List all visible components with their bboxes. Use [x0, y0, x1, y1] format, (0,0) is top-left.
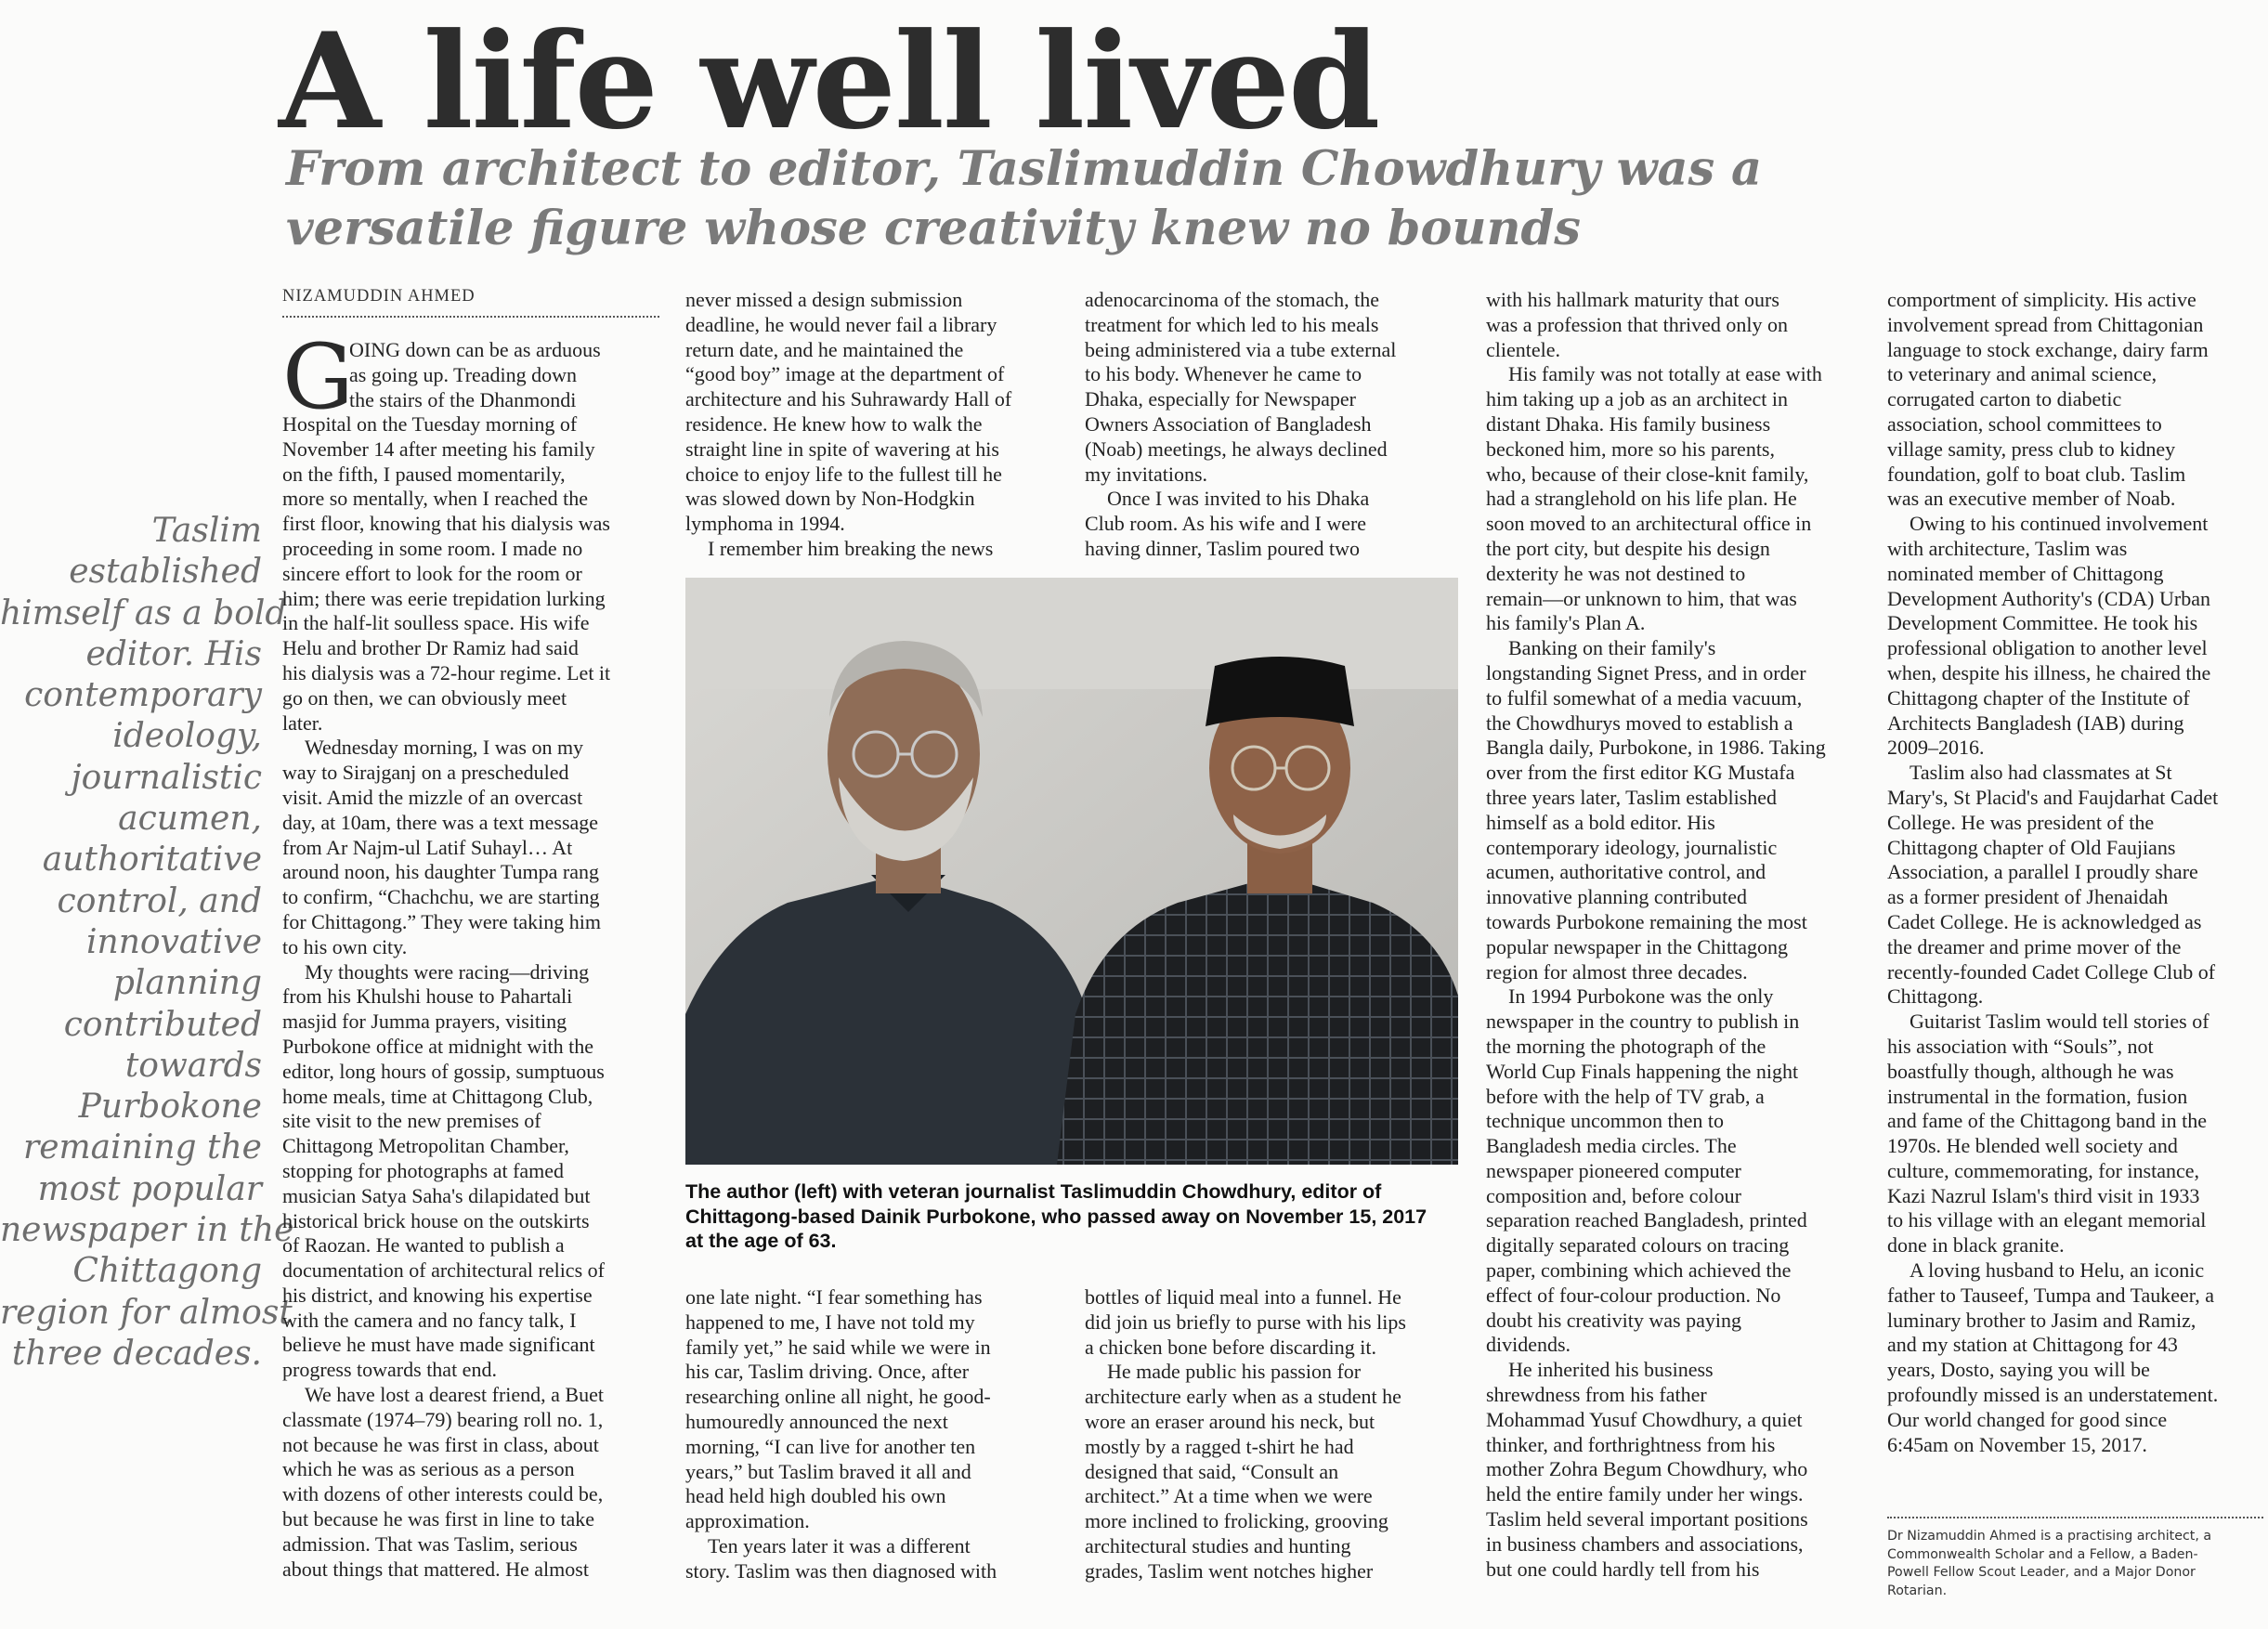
body-text-line: profoundly missed is an understatement.	[1887, 1383, 2219, 1407]
body-text-line: Chittagong.	[1887, 984, 1984, 1009]
caption-line: The author (left) with veteran journalist Taslimuddin Chowdhury, editor of	[685, 1180, 1382, 1203]
body-text-line: Bangladesh media circles. The	[1486, 1134, 1737, 1158]
body-text-line: Chittagong chapter of Old Faujians	[1887, 835, 2176, 859]
pull-quote-line: ideology,	[112, 717, 262, 756]
body-text-line: Association, a parallel I proudly share	[1887, 860, 2198, 884]
body-text-line: Banking on their family's	[1508, 636, 1716, 660]
body-text-line: himself as a bold editor. His	[1486, 810, 1715, 834]
body-text-line: involvement spread from Chittagonian	[1887, 312, 2204, 336]
body-text-line: effect of four-colour production. No	[1486, 1283, 1781, 1307]
body-text-line: clientele.	[1486, 337, 1561, 361]
drop-cap: G	[282, 325, 354, 429]
pull-quote-line: towards	[124, 1046, 262, 1085]
body-text-line: classmate (1974–79) bearing roll no. 1,	[282, 1407, 604, 1431]
body-text-line: with architecture, Taslim was	[1887, 536, 2128, 560]
body-text-line: head held high doubled his own	[685, 1484, 946, 1508]
body-text-line: Owing to his continued involvement	[1910, 512, 2209, 536]
body-text-line: corrugated carton to diabetic	[1887, 387, 2122, 411]
body-text-line: November 14 after meeting his family	[282, 437, 595, 461]
body-text-line: Guitarist Taslim would tell stories of	[1910, 1010, 2209, 1034]
column-1	[282, 412, 669, 1582]
body-text-line: distant Dhaka. His family business	[1486, 411, 1771, 436]
author-bio-line: Powell Fellow Scout Leader, and a Major Donor	[1887, 1565, 2196, 1580]
body-text-line: way to Sirajganj on a prescheduled	[282, 761, 569, 785]
body-text-line: years,” but Taslim braved it all and	[685, 1459, 971, 1483]
body-text-line: My thoughts were racing—driving	[305, 959, 590, 984]
body-text-line: about things that mattered. He almost	[282, 1557, 589, 1581]
body-text-line: and fame of the Chittagong band in the	[1887, 1109, 2207, 1133]
body-text-line: with dozens of other interests could be,	[282, 1482, 604, 1506]
body-text-line: researching online all night, he good-	[685, 1385, 991, 1409]
body-text-line: Development Authority's (CDA) Urban	[1887, 586, 2210, 610]
author-bio-line: Commonwealth Scholar and a Fellow, a Baden-	[1887, 1546, 2198, 1562]
body-text-line: who, because of their close-knit family,	[1486, 462, 1809, 486]
body-text-line: Taslim also had classmates at St	[1910, 761, 2172, 785]
body-text-line: grades, Taslim went notches higher	[1085, 1558, 1374, 1583]
body-text-line: for Chittagong.” They were taking him	[282, 909, 601, 933]
body-text-line: and my station at Chittagong for 43	[1887, 1333, 2178, 1357]
body-text-line: my invitations.	[1085, 462, 1207, 486]
body-text-line: Our world changed for good since	[1887, 1407, 2168, 1431]
body-text-line: boastfully though, although he was	[1887, 1059, 2174, 1083]
body-text-line: from his Khulshi house to Pahartali	[282, 984, 573, 1009]
body-text-line: remain—or unknown to him, that was	[1486, 586, 1797, 610]
body-text-line: with his hallmark maturity that ours	[1486, 288, 1779, 311]
pull-quote-line: acumen,	[118, 800, 262, 839]
body-text-line: digitally separated colours on tracing	[1486, 1233, 1790, 1258]
body-text-line: separation reached Bangladesh, printed	[1486, 1208, 1807, 1232]
body-text-line: Wednesday morning, I was on my	[305, 736, 584, 760]
body-text-line: 2009–2016.	[1887, 736, 1985, 760]
body-text-line: not because he was first in class, about	[282, 1432, 599, 1456]
body-text-line: family yet,” he said while we were in	[685, 1335, 991, 1359]
body-text-line: to veterinary and animal science,	[1887, 362, 2157, 386]
body-text-line: 6:45am on November 15, 2017.	[1887, 1432, 2147, 1456]
body-text-line: more so mentally, when I reached the	[282, 487, 589, 511]
body-text-line: choice to enjoy life to the fullest till he	[685, 462, 1002, 486]
body-text-line: admission. That was Taslim, serious	[282, 1531, 578, 1556]
body-text-line: him taking up a job as an architect in	[1486, 387, 1789, 411]
body-text-line: treatment for which led to his meals	[1085, 312, 1379, 336]
body-text-line: years, Dosto, saying you will be	[1887, 1358, 2150, 1382]
body-text-line: Club room. As his wife and I were	[1085, 512, 1367, 536]
body-text-line: In 1994 Purbokone was the only	[1508, 984, 1774, 1009]
body-text-line: the stairs of the Dhanmondi	[349, 387, 577, 411]
body-text-line: beckoned him, more so his parents,	[1486, 437, 1775, 461]
body-text-line: done in black granite.	[1887, 1233, 2065, 1258]
pull-quote-line: editor. His	[85, 634, 262, 673]
body-text-line: had a stranglehold on his life plan. He	[1486, 487, 1797, 511]
body-text-line: visit. Amid the mizzle of an overcast	[282, 785, 583, 809]
body-text-line: composition and, before colour	[1486, 1183, 1741, 1207]
body-text-line: in business chambers and associations,	[1486, 1531, 1804, 1556]
body-text-line: having dinner, Taslim poured two	[1085, 536, 1360, 560]
body-text-line: lymphoma in 1994.	[685, 512, 845, 536]
body-text-line: progress towards that end.	[282, 1358, 497, 1382]
subheadline-line: versatile figure whose creativity knew no bounds	[286, 201, 1581, 256]
column-3-bottom	[1085, 1285, 1456, 1584]
body-text-line: later.	[282, 710, 323, 735]
pull-quote-line: contemporary	[24, 676, 262, 715]
body-text-line: morning, “I can live for another ten	[685, 1434, 976, 1458]
body-text-line: deadline, he would never fail a library	[685, 312, 997, 336]
body-text-line: contemporary ideology, journalistic	[1486, 835, 1778, 859]
body-text-line: Chittagong chapter of the Institute of	[1887, 685, 2190, 710]
body-text-line: on the fifth, I paused momentarily,	[282, 462, 566, 486]
body-text-line: as a former president of Jhenaidah	[1887, 885, 2169, 909]
body-text-line: architecture early when as a student he	[1085, 1385, 1401, 1409]
photo-caption	[685, 1179, 1458, 1254]
body-text-line: the dreamer and prime mover of the	[1887, 934, 2182, 958]
pull-quote	[0, 511, 294, 1375]
body-text-line: was a profession that thrived only on	[1486, 312, 1789, 336]
body-text-line: Bangla daily, Purbokone, in 1986. Taking	[1486, 736, 1826, 760]
body-text-line: Once I was invited to his Dhaka	[1107, 487, 1370, 511]
body-text-line: Ten years later it was a different	[708, 1533, 971, 1557]
body-text-line: popular newspaper in the Chittagong	[1486, 934, 1789, 958]
body-text-line: approximation.	[685, 1509, 810, 1533]
pull-quote-line: Taslim	[151, 512, 262, 550]
body-text-line: dividends.	[1486, 1333, 1571, 1357]
body-text-line: Chittagong Metropolitan Chamber,	[282, 1134, 569, 1158]
body-text-line: He made public his passion for	[1107, 1360, 1362, 1384]
body-text-line: to fulfil somewhat of a media vacuum,	[1486, 685, 1803, 710]
body-text-line: did join us briefly to purse with his lips	[1085, 1310, 1406, 1334]
body-text-line: dexterity he was not destined to	[1486, 561, 1746, 585]
body-text-line: I remember him breaking the news	[708, 536, 994, 560]
body-text-line: but one could hardly tell from his	[1486, 1557, 1760, 1581]
body-text-line: “good boy” image at the department of	[685, 362, 1005, 386]
body-text-line: held the entire family under her wings.	[1486, 1482, 1804, 1506]
body-text-line: professional obligation to another level	[1887, 636, 2208, 660]
body-text-line: College. He was president of the	[1887, 810, 2155, 834]
body-text-line: newspaper pioneered computer	[1486, 1158, 1741, 1182]
body-text-line: was slowed down by Non-Hodgkin	[685, 487, 975, 511]
body-text-line: adenocarcinoma of the stomach, the	[1085, 288, 1380, 311]
caption-line: Chittagong-based Dainik Purbokone, who passed away on November 15, 2017	[685, 1205, 1427, 1228]
body-text-line: Purbokone office at midnight with the	[282, 1034, 594, 1058]
body-text-line: Dhaka, especially for Newspaper	[1085, 387, 1356, 411]
body-text-line: doubt his creativity was paying	[1486, 1308, 1741, 1332]
subheadline-line: From architect to editor, Taslimuddin Chowdhury was a	[286, 141, 1763, 197]
body-text-line: association, school committees to	[1887, 411, 2162, 436]
body-text-line: first floor, knowing that his dialysis was	[282, 512, 610, 536]
body-text-line: one late night. “I fear something has	[685, 1285, 983, 1309]
body-text-line: technique uncommon then to	[1486, 1109, 1724, 1133]
body-text-line: Cadet College. He is acknowledged as	[1887, 909, 2202, 933]
pull-quote-line: Purbokone	[78, 1088, 262, 1127]
body-text-line: architect.” At a time when we were	[1085, 1484, 1373, 1508]
body-text-line: his family's Plan A.	[1486, 611, 1646, 635]
pull-quote-line: planning	[112, 964, 262, 1003]
body-text-line: language to stock exchange, dairy farm	[1887, 337, 2209, 361]
body-text-line: being administered via a tube external	[1085, 337, 1397, 361]
column-2-top	[685, 288, 1057, 562]
body-text-line: to his village with an elegant memorial	[1887, 1208, 2207, 1232]
column-4	[1486, 288, 1867, 1582]
body-text-line: a chicken bone before discarding it.	[1085, 1335, 1376, 1359]
body-text-line: towards Purbokone remaining the most	[1486, 909, 1807, 933]
body-text-line: paper, combining which achieved the	[1486, 1258, 1792, 1283]
body-text-line: musician Satya Saha's dilapidated but	[282, 1183, 591, 1207]
body-text-line: village samity, press club to kidney	[1887, 437, 2176, 461]
body-text-line: thinker, and forthrightness from his	[1486, 1432, 1776, 1456]
body-text-line: in the half-lit soulless space. His wife	[282, 611, 590, 635]
body-text-line: foundation, golf to boat club. Taslim	[1887, 462, 2186, 486]
body-text-line: wore an eraser around his neck, but	[1085, 1409, 1375, 1433]
body-text-line: from Ar Najm-ul Latif Suhayl… At	[282, 835, 573, 859]
body-text-line: documentation of architectural relics of	[282, 1258, 605, 1283]
body-text-line: nominated member of Chittagong	[1887, 561, 2164, 585]
body-text-line: him; there was eerie trepidation lurking	[282, 586, 606, 610]
pull-quote-line: newspaper in the	[0, 1211, 294, 1250]
body-text-line: Architects Bangladesh (IAB) during	[1887, 710, 2184, 735]
pull-quote-line: established	[69, 553, 262, 592]
author-bio	[1887, 1517, 2263, 1600]
pull-quote-line: Chittagong	[72, 1252, 262, 1291]
body-text-line: luminary brother to Jasim and Ramiz,	[1887, 1308, 2196, 1332]
pull-quote-line: authoritative	[42, 841, 262, 880]
column-1-lead	[349, 338, 665, 412]
body-text-line: Taslim held several important positions	[1486, 1507, 1808, 1531]
body-text-line: humouredly announced the next	[685, 1409, 948, 1433]
body-text-line: the port city, but despite his design	[1486, 536, 1770, 560]
body-text-line: the Chowdhurys moved to establish a	[1486, 710, 1793, 735]
body-text-line: region for almost three decades.	[1486, 959, 1748, 984]
pull-quote-line: himself as a bold	[0, 593, 287, 632]
body-text-line: over from the first editor KG Mustafa	[1486, 761, 1795, 785]
subheadline	[286, 139, 1865, 258]
body-text-line: residence. He knew how to walk the	[685, 411, 983, 436]
body-text-line: bottles of liquid meal into a funnel. He	[1085, 1285, 1401, 1309]
body-text-line: his car, Taslim driving. Once, after	[685, 1360, 970, 1384]
body-text-line: longstanding Signet Press, and in order	[1486, 660, 1806, 684]
body-text-line: sincere effort to look for the room or	[282, 561, 582, 585]
body-text-line: but because he was first in line to take	[282, 1507, 595, 1531]
body-text-line: which he was as serious as a person	[282, 1457, 575, 1481]
body-text-line: to confirm, “Chachchu, we are starting	[282, 885, 600, 909]
body-text-line: We have lost a dearest friend, a Buet	[305, 1383, 604, 1407]
body-text-line: when, despite his illness, he chaired the	[1887, 660, 2211, 684]
body-text-line: as going up. Treading down	[349, 362, 578, 386]
column-5	[1887, 288, 2268, 1457]
column-3-top	[1085, 288, 1456, 562]
body-text-line: father to Tauseef, Tumpa and Taukeer, a	[1887, 1283, 2215, 1307]
caption-line: at the age of 63.	[685, 1230, 837, 1253]
pull-quote-line: contributed	[63, 1005, 262, 1044]
body-text-line: (Noab) meetings, he always declined	[1085, 437, 1388, 461]
body-text-line: acumen, authoritative control, and	[1486, 860, 1766, 884]
body-text-line: shrewdness from his father	[1486, 1383, 1707, 1407]
body-text-line: believe he must have made significant	[282, 1333, 595, 1357]
pull-quote-line: journalistic	[71, 758, 262, 797]
body-text-line: Mary's, St Placid's and Faujdarhat Cadet	[1887, 785, 2219, 809]
byline: NIZAMUDDIN AHMED	[282, 287, 659, 318]
body-text-line: mostly by a ragged t-shirt he had	[1085, 1434, 1354, 1458]
headline: A life well lived	[279, 5, 1379, 159]
body-text-line: designed that said, “Consult an	[1085, 1459, 1339, 1483]
body-text-line: He inherited his business	[1508, 1358, 1714, 1382]
body-text-line: more inclined to frolicking, grooving	[1085, 1509, 1388, 1533]
body-text-line: before with the help of TV grab, a	[1486, 1084, 1765, 1108]
body-text-line: Helu and brother Dr Ramiz had said	[282, 636, 579, 660]
body-text-line: to his body. Whenever he came to	[1085, 362, 1362, 386]
body-text-line: masjid for Jumma prayers, visiting	[282, 1010, 567, 1034]
body-text-line: Development Committee. He took his	[1887, 611, 2198, 635]
body-text-line: day, at 10am, there was a text message	[282, 810, 599, 834]
body-text-line: of Raozan. He wanted to publish a	[282, 1233, 565, 1258]
body-text-line: architecture and his Suhrawardy Hall of	[685, 387, 1012, 411]
body-text-line: editor, long hours of gossip, sumptuous	[282, 1059, 605, 1083]
photo-image	[685, 578, 1458, 1165]
body-text-line: never missed a design submission	[685, 288, 963, 311]
body-text-line: to his own city.	[282, 934, 408, 958]
pull-quote-line: innovative	[86, 922, 262, 961]
body-text-line: proceeding in some room. I made no	[282, 536, 583, 560]
body-text-line: his district, and knowing his expertise	[282, 1283, 593, 1307]
body-text-line: his association with “Souls”, not	[1887, 1034, 2154, 1058]
body-text-line: stopping for photographs at famed	[282, 1158, 565, 1182]
body-text-line: historical brick house on the outskirts	[282, 1208, 590, 1232]
body-text-line: three years later, Taslim established	[1486, 785, 1778, 809]
body-text-line: return date, and he maintained the	[685, 337, 964, 361]
column-2-bottom	[685, 1285, 1057, 1584]
author-bio-line: Dr Nizamuddin Ahmed is a practising architect, a	[1887, 1529, 2212, 1544]
body-text-line: straight line in spite of wavering at his	[685, 437, 999, 461]
body-text-line: Kazi Nazrul Islam's third visit in 1933	[1887, 1183, 2200, 1207]
body-text-line: Owners Association of Bangladesh	[1085, 411, 1372, 436]
body-text-line: His family was not totally at ease with	[1508, 362, 1822, 386]
body-text-line: home meals, time at Chittagong Club,	[282, 1084, 593, 1108]
body-text-line: was an executive member of Noab.	[1887, 487, 2176, 511]
photo-author-and-taslimuddin	[685, 578, 1458, 1165]
body-text-line: site visit to the new premises of	[282, 1109, 541, 1133]
body-text-line: go on then, we can obviously meet	[282, 685, 567, 710]
body-text-line: Mohammad Yusuf Chowdhury, a quiet	[1486, 1407, 1803, 1431]
body-text-line: culture, commemorating, for instance,	[1887, 1158, 2199, 1182]
body-text-line: around noon, his daughter Tumpa rang	[282, 860, 599, 884]
body-text-line: comportment of simplicity. His active	[1887, 288, 2196, 311]
pull-quote-line: remaining the	[23, 1128, 262, 1167]
body-text-line: A loving husband to Helu, an iconic	[1910, 1258, 2205, 1283]
pull-quote-line: most popular	[37, 1169, 262, 1208]
body-text-line: 1970s. He blended well society and	[1887, 1134, 2178, 1158]
body-text-line: architectural studies and hunting	[1085, 1533, 1351, 1557]
body-text-line: the morning the photograph of the	[1486, 1034, 1766, 1058]
author-bio-line: Rotarian.	[1887, 1583, 1948, 1598]
pull-quote-line: region for almost	[0, 1293, 293, 1332]
body-text-line: with the camera and no fancy talk, I	[282, 1308, 577, 1332]
pull-quote-line: three decades.	[11, 1334, 262, 1373]
body-text-line: OING down can be as arduous	[349, 338, 601, 361]
body-text-line: World Cup Finals happening the night	[1486, 1059, 1799, 1083]
body-text-line: innovative planning contributed	[1486, 885, 1748, 909]
body-text-line: story. Taslim was then diagnosed with	[685, 1558, 997, 1583]
body-text-line: his dialysis was a 72-hour regime. Let it	[282, 660, 611, 684]
body-text-line: recently-founded Cadet College Club of	[1887, 959, 2216, 984]
body-text-line: Hospital on the Tuesday morning of	[282, 412, 578, 436]
body-text-line: mother Zohra Begum Chowdhury, who	[1486, 1457, 1808, 1481]
body-text-line: instrumental in the formation, fusion	[1887, 1084, 2188, 1108]
pull-quote-line: control, and	[57, 881, 262, 920]
body-text-line: soon moved to an architectural office in	[1486, 512, 1812, 536]
body-text-line: happened to me, I have not told my	[685, 1310, 975, 1334]
body-text-line: newspaper in the country to publish in	[1486, 1010, 1800, 1034]
